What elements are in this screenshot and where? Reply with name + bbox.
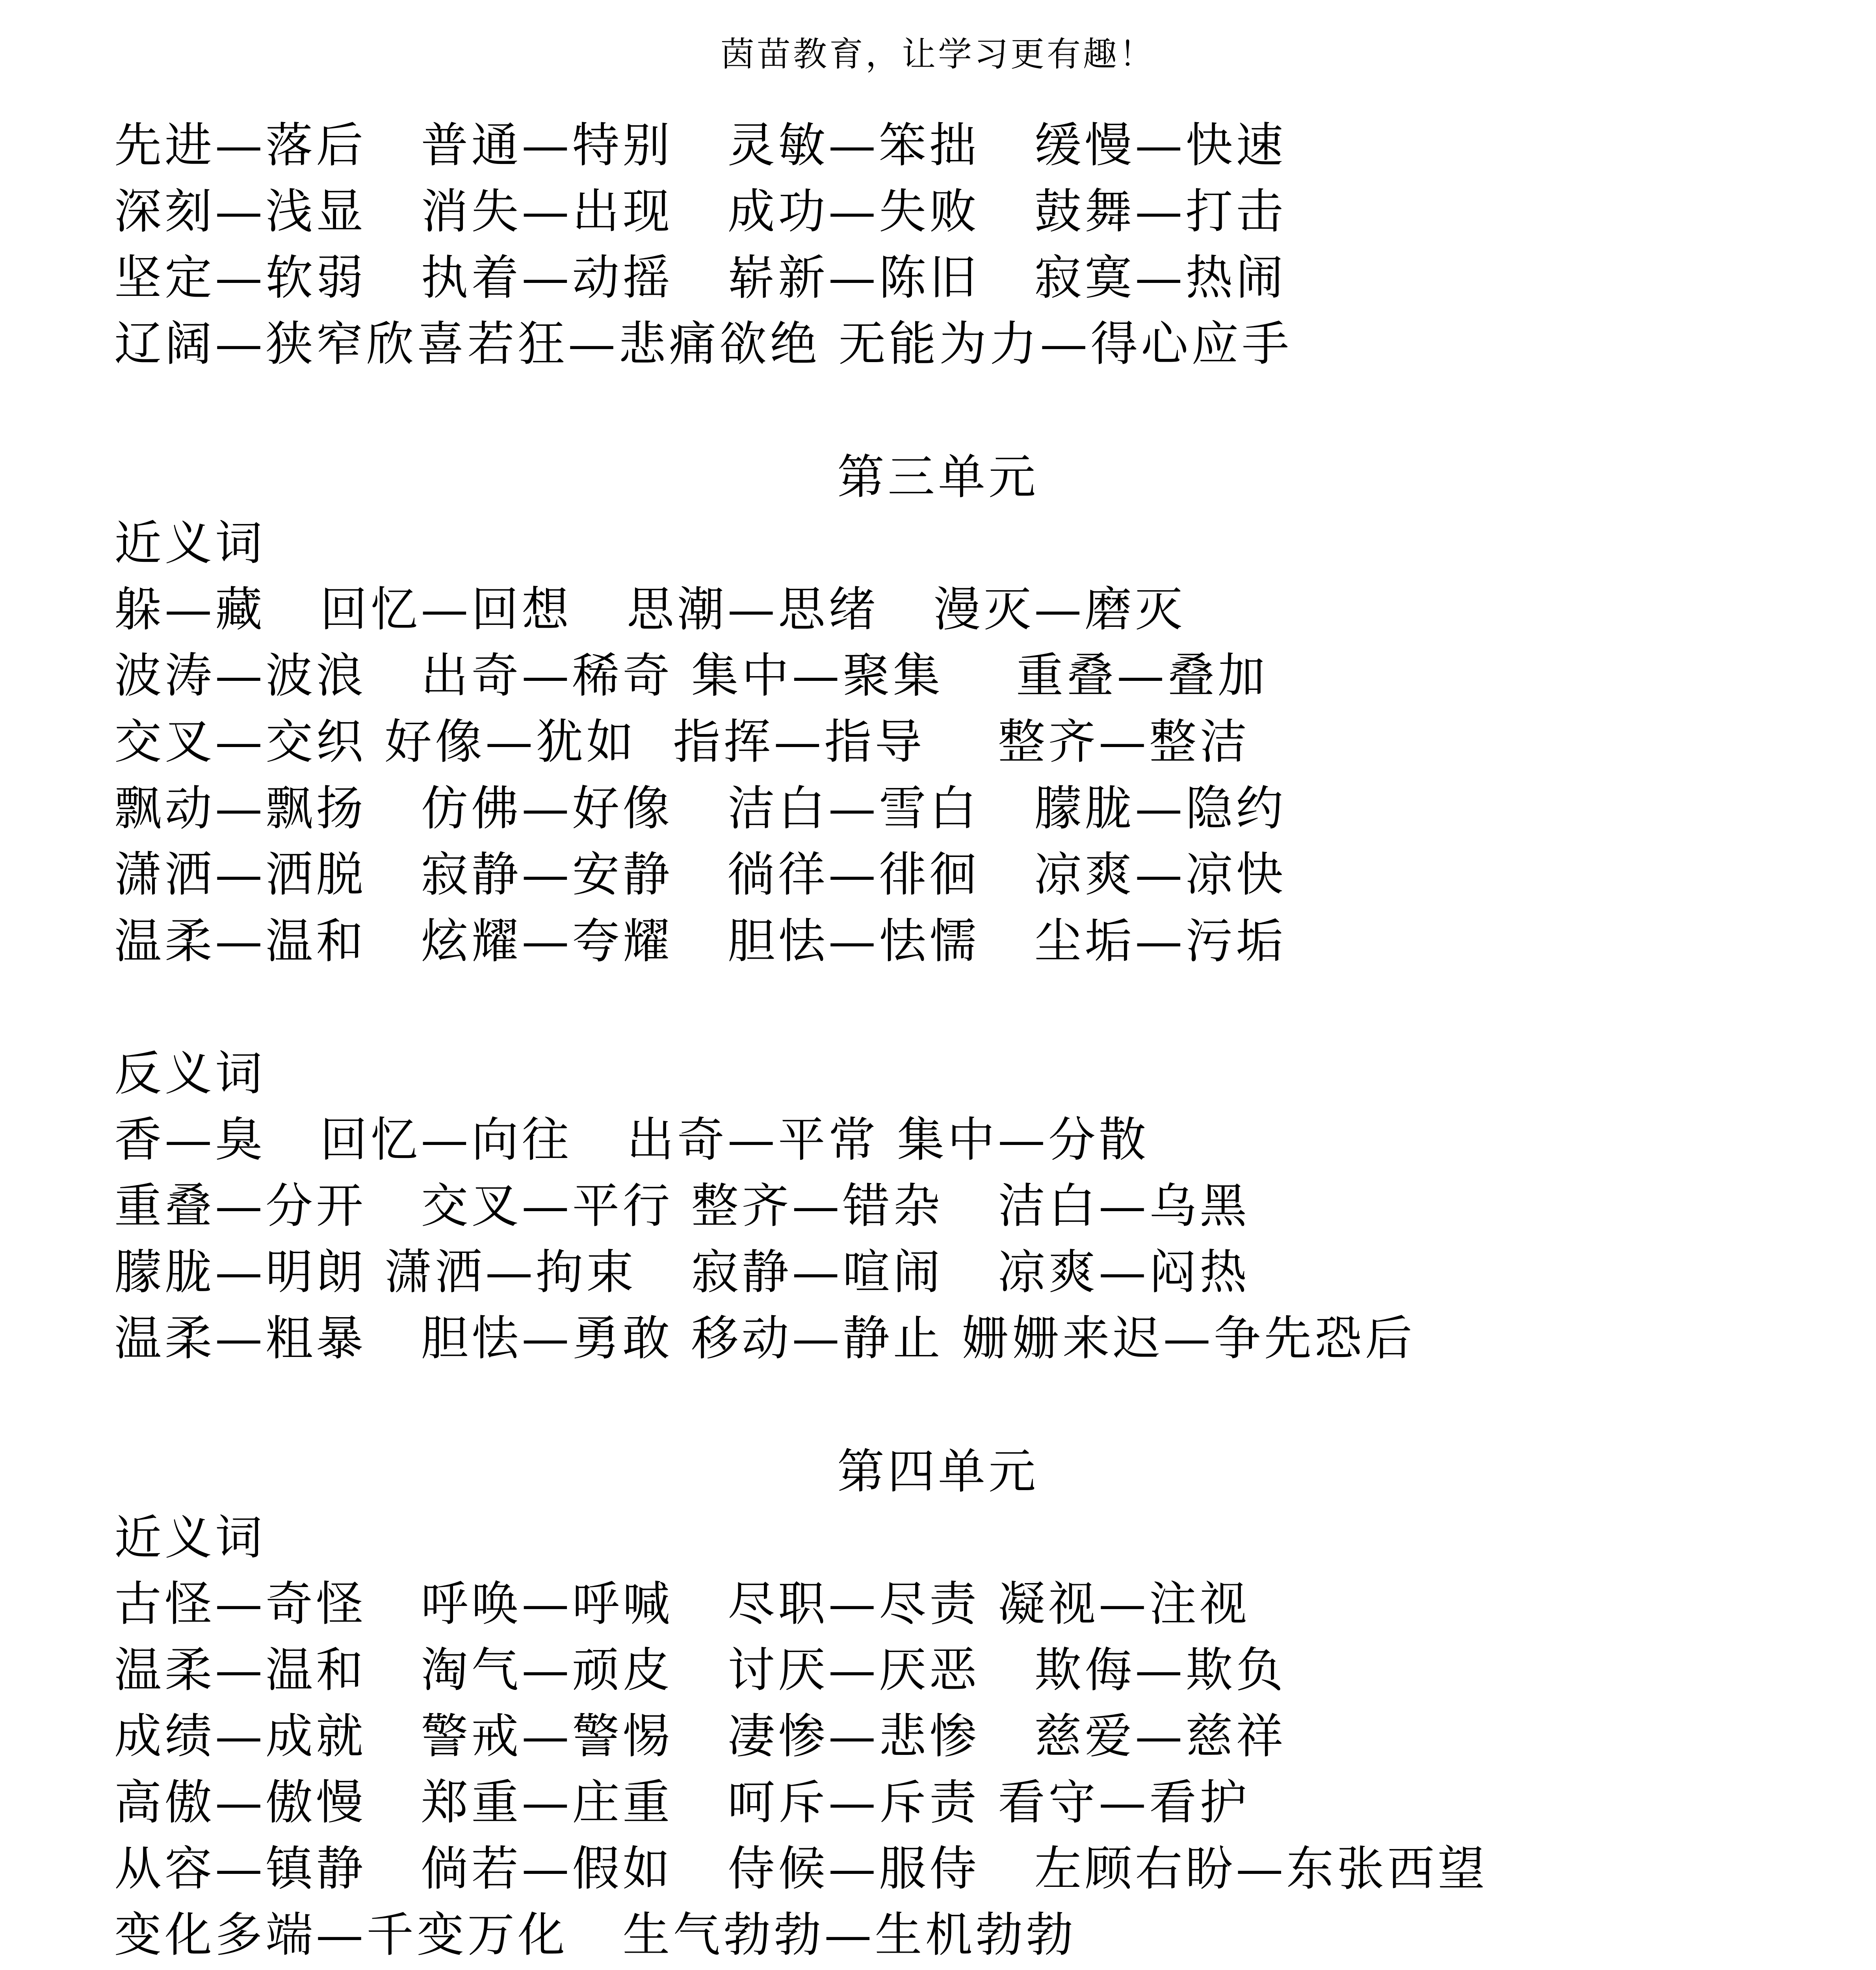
synonym-line: 高傲—傲慢 郑重—庄重 呵斥—斥责 看守—看护 bbox=[114, 1775, 1250, 1830]
antonym-line: 重叠—分开 交叉—平行 整齐—错杂 洁白—乌黑 bbox=[114, 1179, 1250, 1234]
antonym-line: 温柔—粗暴 胆怯—勇敢 移动—静止 姗姗来迟—争先恐后 bbox=[114, 1311, 1415, 1366]
word-pair-line: 坚定—软弱 执着—动摇 崭新—陈旧 寂寞—热闹 bbox=[114, 251, 1287, 305]
synonym-line: 飘动—飘扬 仿佛—好像 洁白—雪白 朦胧—隐约 bbox=[114, 781, 1287, 836]
antonyms-label: 反义词 bbox=[114, 1046, 266, 1101]
unit-three-title: 第三单元 bbox=[837, 450, 1039, 505]
synonyms-label: 近义词 bbox=[114, 516, 266, 571]
synonym-line: 成绩—成就 警戒—警惕 凄惨—悲惨 慈爱—慈祥 bbox=[114, 1709, 1287, 1764]
synonym-line: 躲—藏 回忆—回想 思潮—思绪 漫灭—磨灭 bbox=[114, 582, 1186, 637]
synonym-line: 潇洒—洒脱 寂静—安静 徜徉—徘徊 凉爽—凉快 bbox=[114, 847, 1287, 902]
antonym-line: 朦胧—明朗 潇洒—拘束 寂静—喧闹 凉爽—闷热 bbox=[114, 1245, 1250, 1300]
unit-four-title: 第四单元 bbox=[837, 1444, 1039, 1499]
synonym-line: 温柔—温和 炫耀—夸耀 胆怯—怯懦 尘垢—污垢 bbox=[114, 914, 1287, 969]
synonym-line: 温柔—温和 淘气—顽皮 讨厌—厌恶 欺侮—欺负 bbox=[114, 1643, 1287, 1698]
synonyms-label: 近义词 bbox=[114, 1511, 266, 1565]
word-pair-line: 先进—落后 普通—特别 灵敏—笨拙 缓慢—快速 bbox=[114, 118, 1287, 173]
synonym-line: 古怪—奇怪 呼唤—呼喊 尽职—尽责 凝视—注视 bbox=[114, 1577, 1250, 1632]
synonym-line: 交叉—交织 好像—犹如 指挥—指导 整齐—整洁 bbox=[114, 715, 1250, 769]
antonym-line: 香—臭 回忆—向往 出奇—平常 集中—分散 bbox=[114, 1113, 1150, 1167]
word-pair-line: 深刻—浅显 消失—出现 成功—失败 鼓舞—打击 bbox=[114, 184, 1287, 239]
word-pair-line: 辽阔—狭窄欣喜若狂—悲痛欲绝 无能为力—得心应手 bbox=[114, 317, 1293, 372]
synonym-line: 从容—镇静 倘若—假如 侍候—服侍 左顾右盼—东张西望 bbox=[114, 1842, 1488, 1896]
synonym-line: 波涛—波浪 出奇—稀奇 集中—聚集 重叠—叠加 bbox=[114, 649, 1269, 703]
synonym-line: 变化多端—千变万化 生气勃勃—生机勃勃 bbox=[114, 1908, 1077, 1963]
page-header: 茵苗教育，让学习更有趣！ bbox=[721, 35, 1155, 74]
